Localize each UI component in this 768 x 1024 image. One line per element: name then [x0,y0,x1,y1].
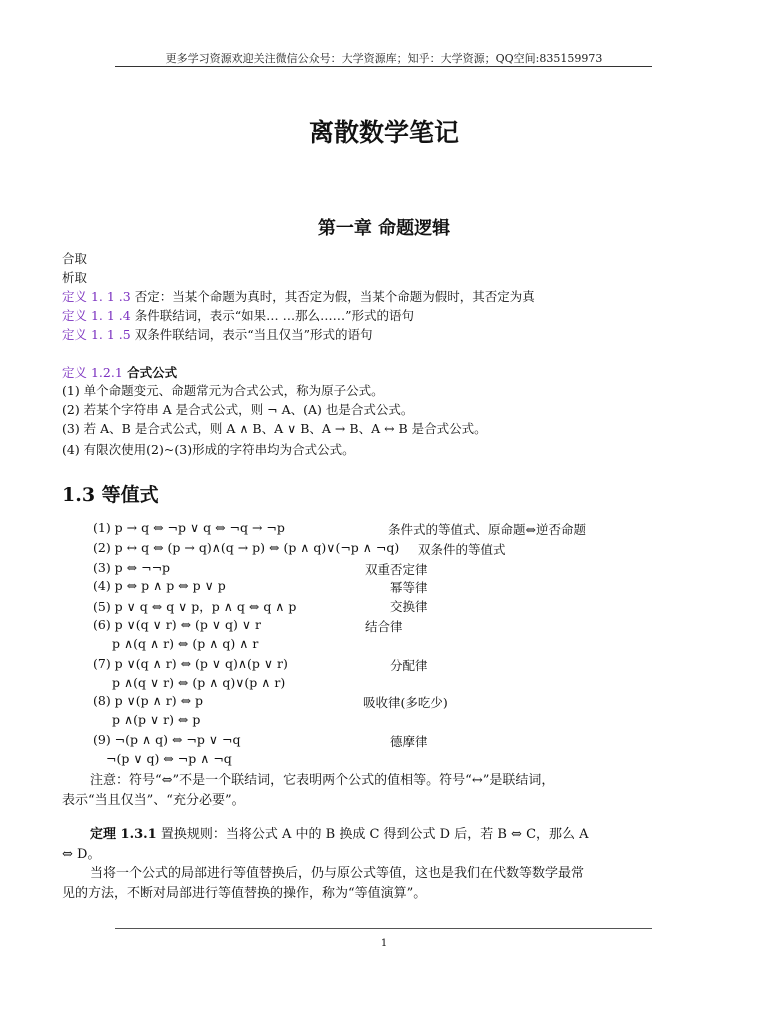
definition-1-2-1 [62,363,177,381]
equivalence-formula: p ∧(q ∧ r) ⇔ (p ∧ q) ∧ r [112,636,259,651]
definition-text: 双条件联结词，表示“当且仅当”形式的语句 [130,327,373,342]
definition-label: 定义 1.2.1 [62,365,123,380]
equivalence-law-name: 条件式的等值式、原命题⇔逆否命题 [388,522,586,537]
definition-text: 条件联结词，表示“如果… …那么……”形式的语句 [130,308,414,323]
definition-1-1-5 [62,325,373,343]
equivalence-formula: (9) ¬(p ∧ q) ⇔ ¬p ∨ ¬q [93,732,241,747]
theorem-explanation-line-2: 见的方法，不断对局部进行等值替换的操作，称为“等值演算”。 [62,886,427,901]
equivalence-formula: (8) p ∨(p ∧ r) ⇔ p [93,693,204,708]
definition-label: 定义 1. 1 .4 [62,308,131,323]
equivalence-law-name: 双重否定律 [365,562,428,577]
equivalence-formula: (4) p ⇔ p ∧ p ⇔ p ∨ p [93,578,226,593]
equivalence-formula: p ∧(p ∨ r) ⇔ p [112,712,201,727]
wff-rule-1: (1) 单个命题变元、命题常元为合式公式，称为原子公式。 [62,383,384,398]
note-line-2: 表示“当且仅当”、“充分必要”。 [62,793,245,808]
equivalence-law-name: 结合律 [365,619,403,634]
theorem-line-2: ⇔ D。 [62,847,101,862]
page-number: 1 [380,938,388,949]
note-line-1: 注意：符号“⇔”不是一个联结词，它表明两个公式的值相等。符号“↔”是联结词， [90,773,555,788]
equivalence-law-name: 德摩律 [390,734,428,749]
equivalence-formula: p ∧(q ∨ r) ⇔ (p ∧ q)∨(p ∧ r) [112,675,286,690]
equivalence-law-name: 吸收律(多吃少) [363,695,448,710]
definition-text: 否定：当某个命题为真时，其否定为假，当某个命题为假时，其否定为真 [130,289,535,304]
theorem-label: 定理 1.3.1 [90,827,157,842]
equivalence-law-name: 分配律 [390,658,428,673]
equivalence-law-name: 交换律 [390,599,428,614]
intro-line-disjunction: 析取 [62,270,88,285]
definition-label: 定义 1. 1 .3 [62,289,131,304]
definition-1-1-3 [62,287,535,305]
wff-rule-3: (3) 若 A、B 是合式公式，则 A ∧ B、A ∨ B、A → B、A ↔ B 是合式公式。 [62,421,487,436]
document-title: 离散数学笔记 [308,118,459,147]
equivalence-law-name: 双条件的等值式 [418,542,506,557]
theorem-text: 置换规则：当将公式 A 中的 B 换成 C 得到公式 D 后，若 B ⇔ C，那么 A [156,827,589,842]
equivalence-formula: (1) p → q ⇔ ¬p ∨ q ⇔ ¬q → ¬p [93,520,285,535]
equivalence-formula: (5) p ∨ q ⇔ q ∨ p，p ∧ q ⇔ q ∧ p [93,599,297,614]
theorem-explanation-line-1: 当将一个公式的局部进行等值替换后，仍与原公式等值，这也是我们在代数等数学最常 [90,866,585,881]
header-rule [115,66,652,67]
chapter-title: 第一章 命题逻辑 [317,218,451,239]
definition-1-1-4 [62,306,414,324]
intro-line-conjunction: 合取 [62,251,88,266]
equivalence-law-name: 幂等律 [390,580,428,595]
definition-label: 定义 1. 1 .5 [62,327,131,342]
equivalence-formula: (6) p ∨(q ∨ r) ⇔ (p ∨ q) ∨ r [93,617,261,632]
footer-rule [115,928,652,929]
section-heading-1-3: 1.3 等值式 [62,484,159,506]
wff-rule-2: (2) 若某个字符串 A 是合式公式，则 ¬ A、(A) 也是合式公式。 [62,402,414,417]
page-header: 更多学习资源欢迎关注微信公众号：大学资源库；知乎：大学资源；QQ空间:835159973 [165,52,603,65]
equivalence-formula: (3) p ⇔ ¬¬p [93,560,171,575]
equivalence-formula: (2) p ↔ q ⇔ (p → q)∧(q → p) ⇔ (p ∧ q)∨(¬p ∧ ¬q) [93,540,400,555]
equivalence-formula: (7) p ∨(q ∧ r) ⇔ (p ∨ q)∧(p ∨ r) [93,656,288,671]
definition-title: 合式公式 [122,365,178,380]
wff-rule-4: (4) 有限次使用(2)~(3)形成的字符串均为合式公式。 [62,442,355,457]
equivalence-formula: ¬(p ∨ q) ⇔ ¬p ∧ ¬q [106,751,232,766]
theorem-1-3-1 [90,823,589,842]
